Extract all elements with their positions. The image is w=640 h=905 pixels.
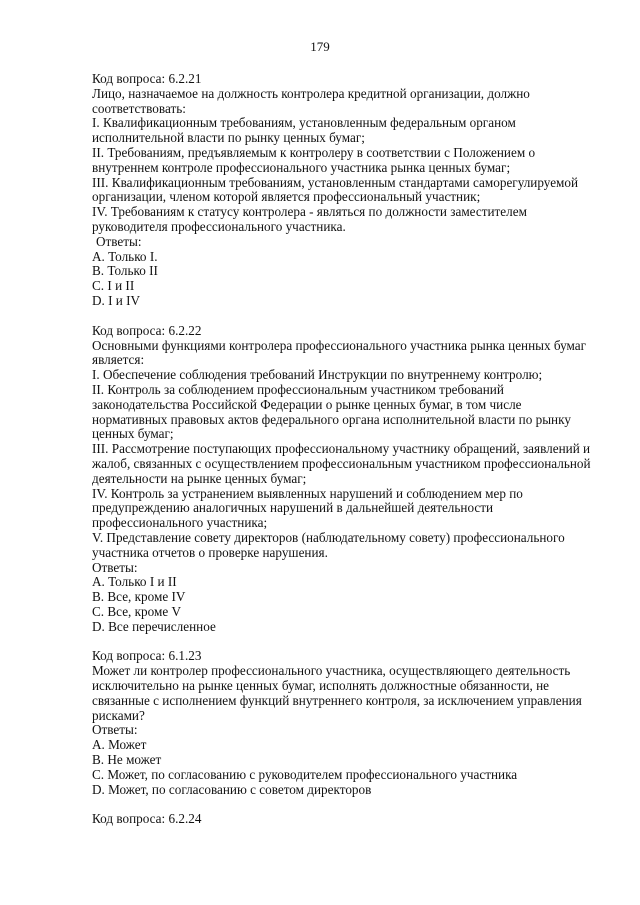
question-text-line: является: (92, 352, 145, 368)
question-text-line: II. Контроль за соблюдением профессиональным участником требований (92, 381, 504, 397)
answers-label: Ответы: (92, 722, 138, 738)
answer-option: D. Все перечисленное (92, 618, 216, 634)
question-code: Код вопроса: 6.2.21 (92, 71, 202, 86)
page-content (92, 72, 592, 842)
question-text-line: внутреннем контроле профессионального участника рынка ценных бумаг; (92, 159, 511, 175)
question-text-line: законодательства Российской Федерации о рынке ценных бумаг, в том числе (92, 396, 522, 412)
question-text-line: Основными функциями контролера профессионального участника рынка ценных бумаг (92, 337, 587, 353)
question-text-line: I. Квалификационным требованиям, установленным федеральным органом (92, 115, 516, 131)
question-text-line: I. Обеспечение соблюдения требований Инструкции по внутреннему контролю; (92, 367, 543, 383)
answer-option: B. Только II (92, 263, 158, 279)
question-text-line: рисками? (92, 707, 145, 723)
question-text-line: IV. Требованиям к статусу контролера - являться по должности заместителем (92, 204, 527, 220)
answer-option: C. Может, по согласованию с руководителем профессионального участника (92, 766, 518, 782)
question-text-line: Может ли контролер профессионального участника, осуществляющего деятельность (92, 663, 571, 679)
answer-option: A. Только I. (92, 248, 158, 264)
question-text-line: III. Квалификационным требованиям, установленным стандартами саморегулируемой (92, 174, 579, 190)
answer-option: D. I и IV (92, 292, 141, 308)
answers-label: Ответы: (96, 233, 142, 249)
answer-option: B. Все, кроме IV (92, 589, 186, 605)
question-text-line: деятельности на рынке ценных бумаг; (92, 470, 307, 486)
question-text-line: исполнительной власти по рынку ценных бумаг; (92, 130, 365, 146)
question-text-line: исключительно на рынке ценных бумаг, исполнять должностные обязанности, не (92, 678, 550, 694)
answer-option: C. Все, кроме V (92, 603, 182, 619)
answer-option: A. Только I и II (92, 574, 177, 590)
answer-option: A. Может (92, 737, 147, 753)
question-block (92, 324, 592, 635)
question-block (92, 649, 592, 797)
question-text-line: связанные с исполнением функций внутреннего контроля, за исключением управления (92, 692, 582, 708)
question-text-line: руководителя профессионального участника. (92, 218, 346, 234)
question-text-line: V. Представление совету директоров (наблюдательному совету) профессионального (92, 529, 565, 545)
question-code: Код вопроса: 6.2.22 (92, 322, 202, 338)
question-text-line: жалоб, связанных с осуществлением профессиональным участником профессиональной (92, 455, 591, 471)
question-text-line: участника отчетов о проверке нарушения. (92, 544, 328, 560)
question-text-line: организации, членом которой является профессиональный участник; (92, 189, 481, 205)
question-text-line: соответствовать: (92, 100, 186, 116)
page-number: 179 (310, 39, 330, 54)
question-text-line: IV. Контроль за устранением выявленных нарушений и соблюдением мер по (92, 485, 523, 501)
question-code: Код вопроса: 6.1.23 (92, 648, 202, 664)
question-text-line: профессионального участника; (92, 515, 268, 531)
answer-option: D. Может, по согласованию с советом директоров (92, 781, 372, 797)
question-text-line: предупреждению аналогичных нарушений в дальнейшей деятельности (92, 500, 494, 516)
question-text-line: нормативных правовых актов федерального органа исполнительной власти по рынку (92, 411, 571, 427)
question-block (92, 72, 592, 309)
question-block (92, 812, 592, 827)
answer-option: C. I и II (92, 278, 135, 294)
answers-label: Ответы: (92, 559, 138, 575)
question-text-line: Лицо, назначаемое на должность контролера кредитной организации, должно (92, 85, 530, 101)
question-text-line: ценных бумаг; (92, 426, 174, 442)
question-code: Код вопроса: 6.2.24 (92, 811, 202, 827)
answer-option: B. Не может (92, 752, 162, 768)
question-text-line: III. Рассмотрение поступающих профессиональному участнику обращений, заявлений и (92, 441, 591, 457)
question-text-line: II. Требованиям, предъявляемым к контролеру в соответствии с Положением о (92, 144, 536, 160)
